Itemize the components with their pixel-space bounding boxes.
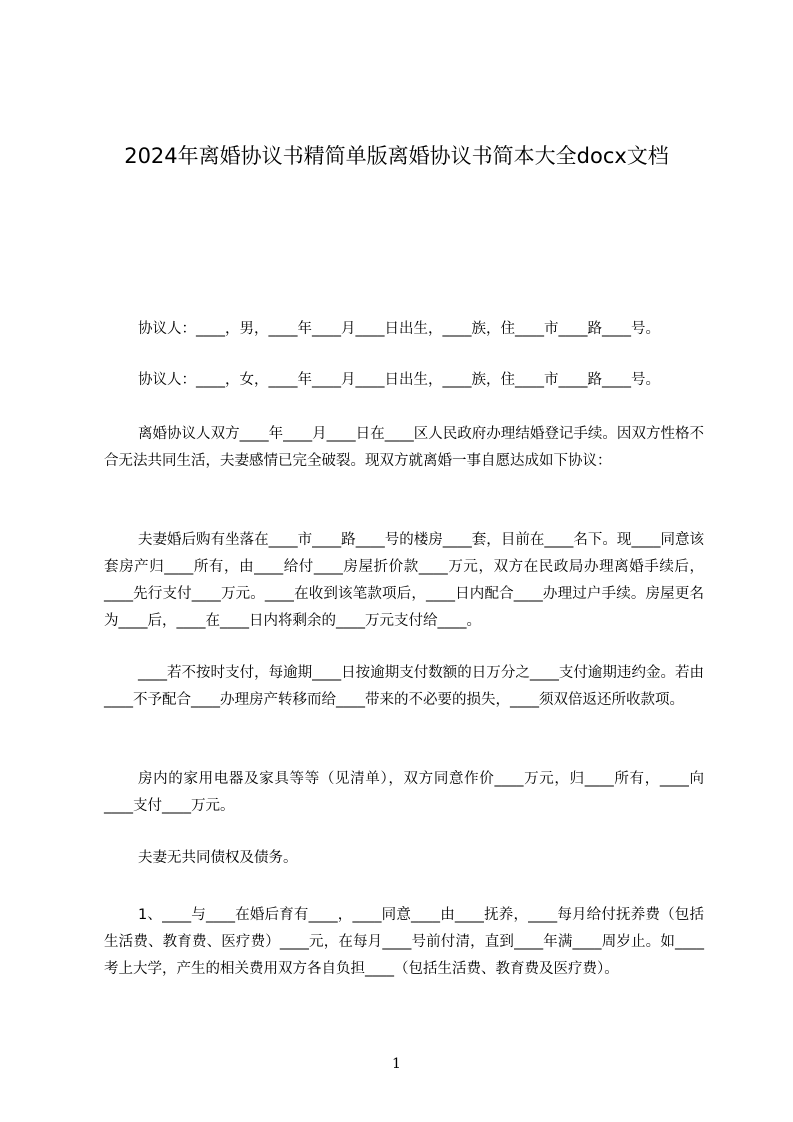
party-female-paragraph: 协议人：____，女，____年____月____日出生，____族，住____市____路____号。: [138, 372, 660, 388]
document-title: 2024年离婚协议书精简单版离婚协议书简本大全docx文档: [124, 144, 669, 168]
furniture-paragraph: 房内的家用电器及家具等等（见清单），双方同意作价____万元，归____所有，____向____支付____万元。: [104, 771, 704, 814]
child-custody-paragraph: 1、____与____在婚后育有____，____同意____由____抚养，____每月给付抚养费（包括生活费、教育费、医疗费）____元，在每月____号前付清，直到____年满____周岁止。如____考上大学，产生的相关费用双方各自负担____（包括生活费、教育费及医疗费）。: [104, 907, 704, 977]
marriage-registration-paragraph: 离婚协议人双方____年____月____日在____区人民政府办理结婚登记手续。因双方性格不合无法共同生活，夫妻感情已完全破裂。现双方就离婚一事自愿达成如下协议：: [104, 426, 704, 469]
page-number: 1: [392, 1056, 401, 1072]
party-male-paragraph: 协议人：____，男，____年____月____日出生，____族，住____市____路____号。: [138, 321, 660, 337]
penalty-paragraph: ____若不按时支付，每逾期____日按逾期支付数额的日万分之____支付逾期违约金。若由____不予配合____办理房产转移而给____带来的不必要的损失，____须双倍返还所收款项。: [104, 665, 704, 708]
property-house-paragraph: 夫妻婚后购有坐落在____市____路____号的楼房____套，目前在____名下。现____同意该套房产归____所有，由____给付____房屋折价款____万元，双方在民政局办理离婚手续后，____先行支付____万元。____在收到该笔款项后，____日内配合____办理过户手续。房屋更名为____后，____在____日内将剩余的____万元支付给____。: [104, 532, 704, 629]
debt-paragraph: 夫妻无共同债权及债务。: [138, 850, 298, 866]
